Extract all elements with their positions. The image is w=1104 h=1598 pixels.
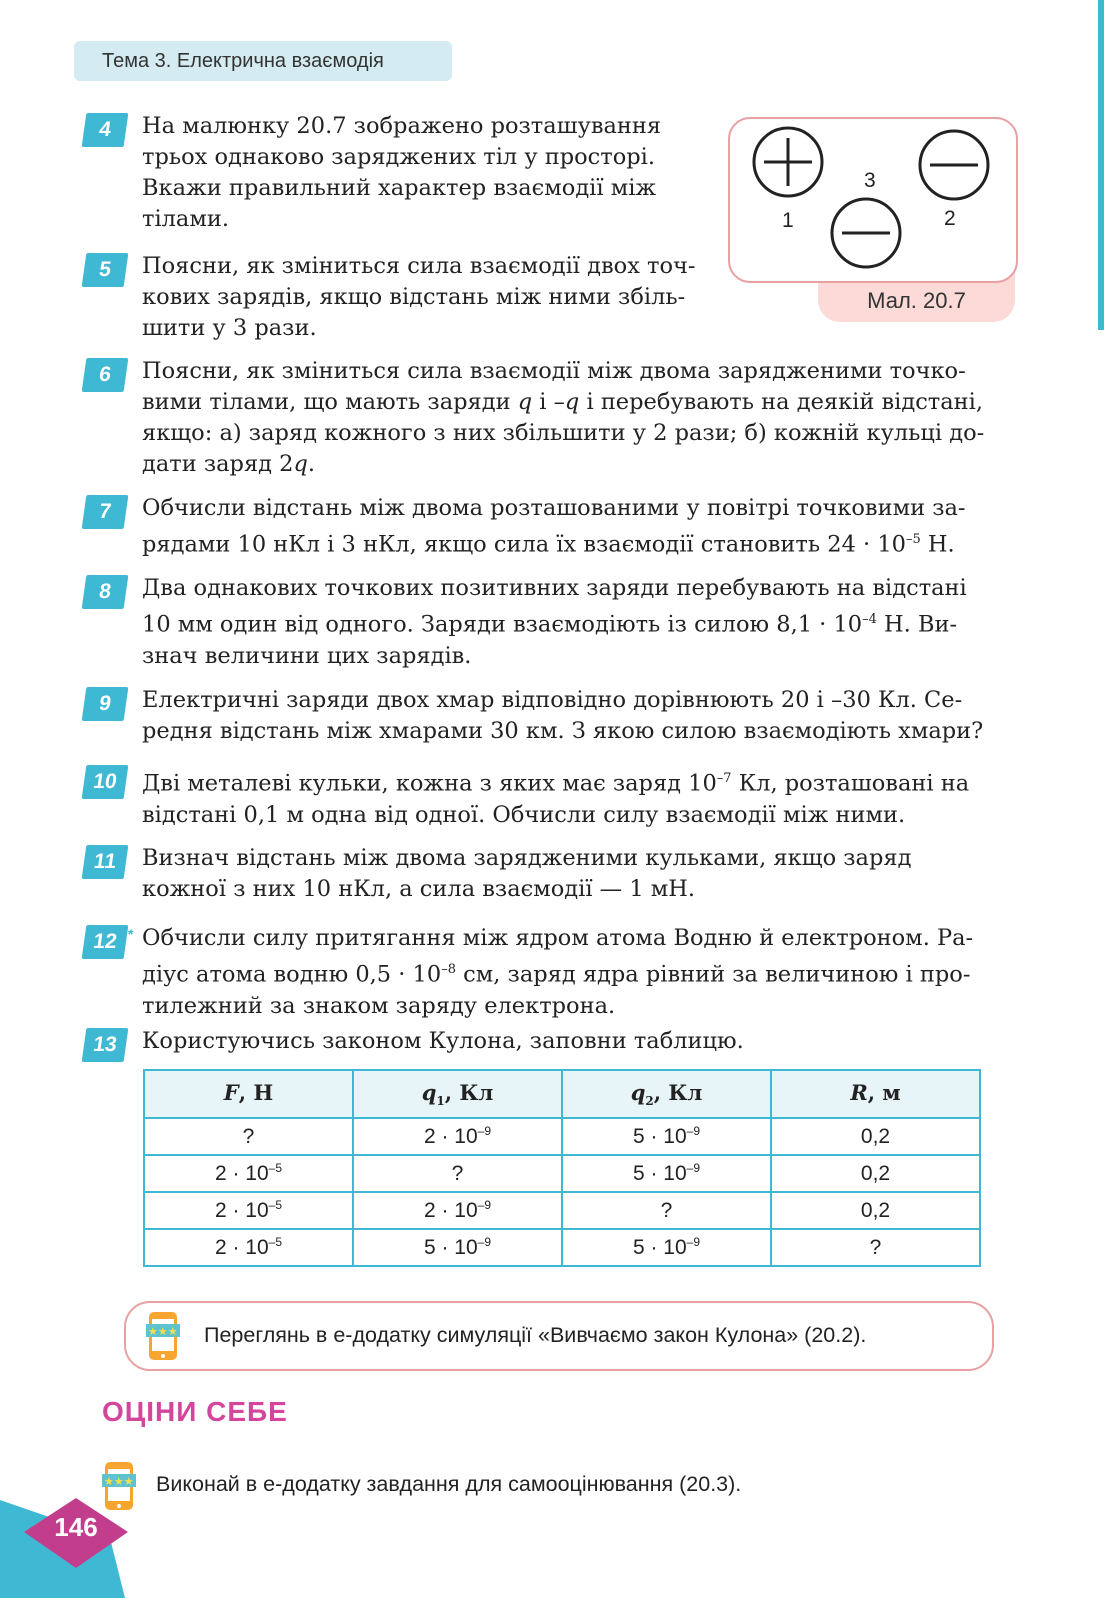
task-number: 10 bbox=[82, 765, 129, 799]
svg-text:★★★: ★★★ bbox=[104, 1475, 134, 1488]
task-text: Дві металеві кульки, кожна з яких має заряд $10^{-7}$ Кл, розташовані на відстані 0,1 м одна від одної. Обчисли силу взаємодії між ними. bbox=[142, 770, 970, 828]
negative-charge-icon bbox=[920, 131, 988, 199]
table-cell: $5 \cdot 10^{-9}$ bbox=[353, 1229, 562, 1266]
page-number: 146 bbox=[54, 1512, 98, 1542]
table-header-cell: $q_1$, Кл bbox=[353, 1070, 562, 1118]
task-number: 9 bbox=[82, 687, 129, 721]
label-body-3: 3 bbox=[864, 169, 876, 192]
task-number: 11 bbox=[82, 845, 129, 879]
table-cell: $5 \cdot 10^{-9}$ bbox=[562, 1155, 771, 1192]
task-text: На малюнку 20.7 зображено розташування трьох однаково заряджених тіл у просторі. Вкажи правильний характер взаємодії між тілами. bbox=[142, 113, 662, 232]
task-number: 8 bbox=[82, 575, 129, 609]
table-cell: ? bbox=[562, 1192, 771, 1229]
self-check-text: Виконай в е-додатку завдання для самооцінювання (20.3). bbox=[156, 1472, 742, 1496]
star-icon: * bbox=[126, 926, 135, 942]
table-cell: ? bbox=[353, 1155, 562, 1192]
figure-caption: Мал. 20.7 bbox=[818, 268, 1015, 322]
table-cell: 0,2 bbox=[771, 1192, 980, 1229]
table-header-cell: $q_2$, Кл bbox=[562, 1070, 771, 1118]
topic-header: Тема 3. Електрична взаємодія bbox=[74, 41, 452, 81]
task-number: 13 bbox=[82, 1028, 129, 1062]
negative-charge-icon bbox=[832, 199, 900, 267]
task-number: 5 bbox=[82, 253, 129, 287]
task-text: Два однакових точкових позитивних заряди перебувають на відстані 10 мм один від одного. Заряди взаємодіють із силою $8,1 \cdot 10^{-4}$ Н. Ви- знач величини цих зарядів. bbox=[142, 575, 967, 669]
positive-charge-icon bbox=[754, 128, 822, 196]
task-number: 4 bbox=[82, 113, 129, 147]
table-header-row bbox=[144, 1070, 980, 1118]
e-app-note bbox=[124, 1301, 994, 1371]
e-app-text: Переглянь в е-додатку симуляції «Вивчаємо закон Кулона» (20.2). bbox=[204, 1323, 867, 1347]
table-cell: $2 \cdot 10^{-5}$ bbox=[144, 1155, 353, 1192]
task-text: Обчисли силу притягання між ядром атома Водню й електроном. Ра- діус атома водню $0,5 \cdot 10^{-8}$ см, заряд ядра рівний за величиною і про- тилежний за знаком заряду електрона. bbox=[142, 925, 974, 1019]
table-row bbox=[144, 1192, 980, 1229]
label-body-1: 1 bbox=[782, 209, 794, 232]
table-cell: 0,2 bbox=[771, 1118, 980, 1155]
task-number: 12 * bbox=[82, 925, 129, 959]
charges-diagram bbox=[730, 119, 1016, 281]
table-cell: $2 \cdot 10^{-5}$ bbox=[144, 1192, 353, 1229]
table-cell: $5 \cdot 10^{-9}$ bbox=[562, 1118, 771, 1155]
svg-text:★★★: ★★★ bbox=[148, 1325, 178, 1338]
table-row bbox=[144, 1155, 980, 1192]
table-cell: $5 \cdot 10^{-9}$ bbox=[562, 1229, 771, 1266]
table-row bbox=[144, 1118, 980, 1155]
self-check-heading: ОЦІНИ СЕБЕ bbox=[102, 1396, 288, 1427]
task-text: Поясни, як зміниться сила взаємодії двох точ- кових зарядів, якщо відстань між ними збіль- шити у 3 рази. bbox=[142, 253, 696, 341]
table-row bbox=[144, 1229, 980, 1266]
figure-20-7 bbox=[728, 117, 1018, 283]
table-header-cell: R, м bbox=[771, 1070, 980, 1118]
table-cell: $2 \cdot 10^{-9}$ bbox=[353, 1118, 562, 1155]
table-header-cell: F, Н bbox=[144, 1070, 353, 1118]
phone-app-icon bbox=[146, 1310, 180, 1362]
table-cell: $2 \cdot 10^{-5}$ bbox=[144, 1229, 353, 1266]
table-cell: ? bbox=[771, 1229, 980, 1266]
task-text: Обчисли відстань між двома розташованими у повітрі точковими за- рядами 10 нКл і 3 нКл, якщо сила їх взаємодії становить $24 \cdot 10^{-5}$ Н. bbox=[142, 495, 966, 558]
edge-stripe bbox=[1098, 0, 1104, 330]
task-text: Електричні заряди двох хмар відповідно дорівнюють 20 і –30 Кл. Се- редня відстань між хмарами 30 км. З якою силою взаємодіють хмари? bbox=[142, 687, 984, 744]
table-cell: 0,2 bbox=[771, 1155, 980, 1192]
label-body-2: 2 bbox=[944, 207, 956, 230]
coulomb-table bbox=[143, 1069, 981, 1267]
task-number: 6 bbox=[82, 358, 129, 392]
task-number: 7 bbox=[82, 495, 129, 529]
table-cell: $2 \cdot 10^{-9}$ bbox=[353, 1192, 562, 1229]
task-text: Поясни, як зміниться сила взаємодії між двома зарядженими точко- вими тілами, що мають заряди q і –q і перебувають на деякій відстані, якщо: а) заряд кожного з них збільшити у 2 рази; б) кожній кульці до- дати заряд 2q. bbox=[142, 358, 985, 477]
task-text: Користуючись законом Кулона, заповни таблицю. bbox=[142, 1028, 744, 1054]
task-text: Визнач відстань між двома зарядженими кульками, якщо заряд кожної з них 10 нКл, а сила взаємодії — 1 мН. bbox=[142, 845, 912, 902]
table-cell: ? bbox=[144, 1118, 353, 1155]
